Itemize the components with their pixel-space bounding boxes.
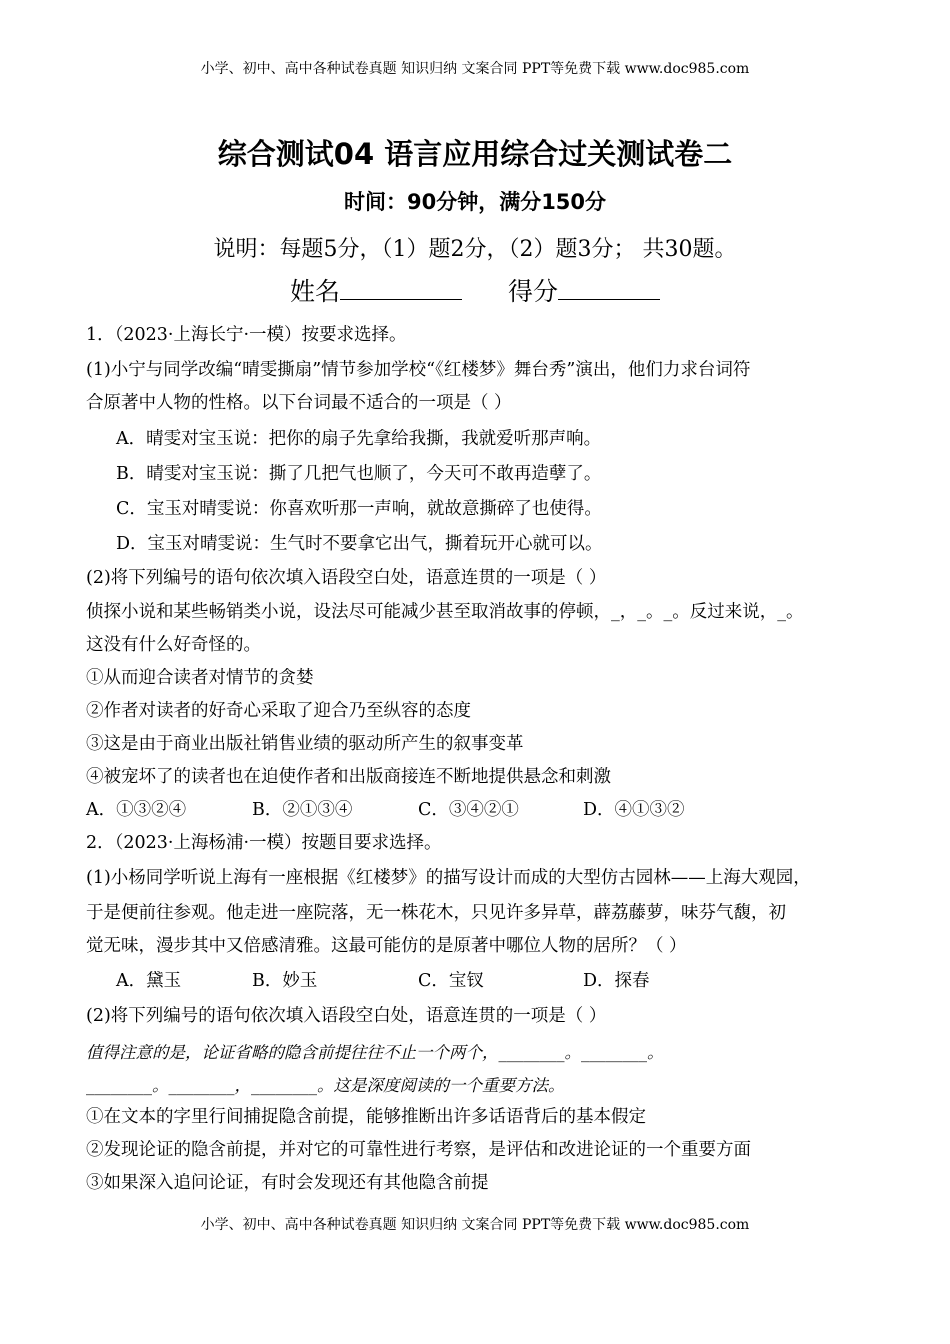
q1-p2-passage1: 侦探小说和某些畅销类小说，设法尽可能减少甚至取消故事的停顿，_，_。_。反过来说，_。 <box>86 602 804 622</box>
q2-p1-option-b: B．妙玉 <box>252 971 318 991</box>
q1-p2-item-4: ④被宠坏了的读者也在迫使作者和出版商接连不断地提供悬念和刺激 <box>86 767 611 787</box>
q2-p1-option-a: A．黛玉 <box>116 971 182 991</box>
q1-p1-option-c: C．宝玉对晴雯说：你喜欢听那一声响，就故意撕碎了也使得。 <box>116 499 602 519</box>
q2-p1-line2: 于是便前往参观。他走进一座院落，无一株花木，只见许多异草，薜荔藤萝，味芬气馥，初 <box>86 903 786 923</box>
q1-p2-head: (2)将下列编号的语句依次填入语段空白处，语意连贯的一项是（ ） <box>86 568 607 588</box>
q1-p1-option-b: B．晴雯对宝玉说：撕了几把气也顺了，今天可不敢再造孽了。 <box>116 464 602 484</box>
name-label: 姓名 <box>290 277 341 306</box>
q1-p1-option-a: A．晴雯对宝玉说：把你的扇子先拿给我撕，我就爱听那声响。 <box>116 429 602 449</box>
q2-p2-item-2: ②发现论证的隐含前提，并对它的可靠性进行考察，是评估和改进论证的一个重要方面 <box>86 1140 751 1160</box>
q2-p1-option-c: C．宝钗 <box>418 971 484 991</box>
q2-p2-passage2: ________。________，________。这是深度阅读的一个重要方法。 <box>86 1076 565 1095</box>
q2-p1-line3: 觉无味，漫步其中又倍感清雅。这最可能仿的是原著中哪位人物的居所？（ ） <box>86 936 687 956</box>
q1-p1-line2: 合原著中人物的性格。以下台词最不适合的一项是（ ） <box>86 393 512 413</box>
q1-p2-option-b: B．②①③④ <box>252 800 353 820</box>
q1-p2-option-a: A．①③②④ <box>86 800 187 820</box>
q2-p1-line1: (1)小杨同学听说上海有一座根据《红楼梦》的描写设计而成的大型仿古园林——上海大观园， <box>86 868 811 888</box>
q1-p2-item-3: ③这是由于商业出版社销售业绩的驱动所产生的叙事变革 <box>86 734 524 754</box>
score-blank[interactable] <box>558 299 660 300</box>
q1-p1-line1: (1)小宁与同学改编“晴雯撕扇”情节参加学校“《红楼梦》舞台秀”演出，他们力求台词符 <box>86 360 751 380</box>
q1-head: 1．（2023·上海长宁·一模）按要求选择。 <box>86 325 407 345</box>
page-footer: 小学、初中、高中各种试卷真题 知识归纳 文案合同 PPT等免费下载 www.doc985.com <box>200 1217 750 1233</box>
q1-p2-item-1: ①从而迎合读者对情节的贪婪 <box>86 668 314 688</box>
page-title: 综合测试04 语言应用综合过关测试卷二 <box>217 137 733 171</box>
q2-p2-passage1: 值得注意的是，论证省略的隐含前提往往不止一个两个，________。________。 <box>86 1043 664 1062</box>
time-line: 时间：90分钟，满分150分 <box>343 190 607 214</box>
q2-p1-option-d: D．探春 <box>583 971 650 991</box>
q1-p2-option-d: D．④①③② <box>583 800 685 820</box>
q1-p2-item-2: ②作者对读者的好奇心采取了迎合乃至纵容的态度 <box>86 701 471 721</box>
q2-head: 2．（2023·上海杨浦·一模）按题目要求选择。 <box>86 833 442 853</box>
name-score-line <box>0 272 950 308</box>
q1-p1-option-d: D．宝玉对晴雯说：生气时不要拿它出气，撕着玩开心就可以。 <box>116 534 603 554</box>
q2-p2-item-3: ③如果深入追问论证，有时会发现还有其他隐含前提 <box>86 1173 489 1193</box>
q2-p2-item-1: ①在文本的字里行间捕捉隐含前提，能够推断出许多话语背后的基本假定 <box>86 1107 646 1127</box>
score-label: 得分 <box>507 277 558 306</box>
q2-p2-head: (2)将下列编号的语句依次填入语段空白处，语意连贯的一项是（ ） <box>86 1006 607 1026</box>
instructions: 说明：每题5分，（1）题2分，（2）题3分； 共30题。 <box>213 237 737 262</box>
name-blank[interactable] <box>340 299 462 300</box>
page-header: 小学、初中、高中各种试卷真题 知识归纳 文案合同 PPT等免费下载 www.doc985.com <box>200 61 750 77</box>
q1-p2-option-c: C．③④②① <box>418 800 519 820</box>
q1-p2-passage2: 这没有什么好奇怪的。 <box>86 635 261 655</box>
